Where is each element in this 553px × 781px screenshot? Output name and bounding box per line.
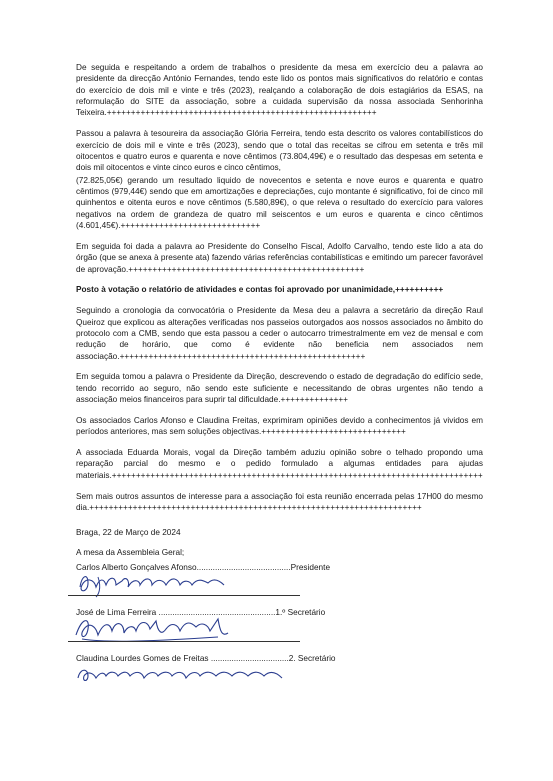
handwritten-signature-second-secretary-icon (68, 658, 308, 692)
paragraph-treasurer-receipts: Passou a palavra à tesoureira da associação Glória Ferreira, tendo esta descrito os valores contabilísticos do exercício de dois mil e vinte e três (2023), sendo que o total das receitas se cifrou em setenta e três mil oitocentos e quatro euros e quarenta e nove cêntimos (73.804,49€) e o resultado das despesas em setenta e dois mil oitocentos e vinte cinco euros e cinco cêntimos, (76, 129, 483, 173)
paragraph-building-degradation: Em seguida tomou a palavra o Presidente da Direção, descrevendo o estado de degradação do edifício sede, tendo recorrido ao seguro, não sendo este suficiente e necessitando de obras urgentes não tendo a associação meios financeiros para suprir tal dificuldade.++++++++++++++ (76, 372, 483, 405)
paragraph-report-presentation: De seguida e respeitando a ordem de trabalhos o presidente da mesa em exercício deu a palavra ao presidente da direcção António Fernandes, tendo este lido os pontos mais significativos do relatório e contas do exercício de dois mil e vinte e três (2023), realçando a colaboração de dois estagiários da ESAS, na reformulação do SITE da associação, sobre a cuidada supervisão da nossa associada Senhorinha Teixeira.++++++++++++++++++++++++++++++++++++++++++++++++++++++++ (76, 63, 483, 118)
place-date: Braga, 22 de Março de 2024 (76, 528, 181, 538)
paragraph-net-result: (72.825,05€) gerando um resultado liquido de novecentos e setenta e nove euros e quarenta e quatro cêntimos (979,44€) sendo que em amortizações e depreciações, cujo montante é significativo, foi de cinco mil quinhentos e oitenta euros e nove cêntimos (5.580,89€), o que releva o resultado do exercício para valores negativos na ordem de grandeza de quatro mil seiscentos e um euros e quarenta e cinco cêntimos (4.601,45€).+++++++++++++++++++++++++++++ (76, 175, 483, 230)
paragraph-member-opinions: Os associados Carlos Afonso e Claudina Freitas, exprimiram opiniões devido a conhecimentos já vividos em períodos anteriores, mas sem soluções objectivas.++++++++++++++++++++++++++++++ (76, 415, 483, 437)
signatory-second-secretary-line: Claudina Lourdes Gomes de Freitas ..................................2. Secretário (76, 653, 336, 663)
paragraph-roof-proposal: A associada Eduarda Morais, vogal da Direção também aduziu opinião sobre o telhado propondo uma reparação parcial do mesmo e o pedido formulado a algumas entidades para ajudas materiais.+++++++++++++++++++++++++++++++++++++++++++++++++++++++++++++++++++++++++++++ (76, 448, 483, 480)
signature-rule-first-secretary (68, 641, 300, 642)
paragraph-vote-approval: Posto à votação o relatório de atividades e contas foi aprovado por unanimidade,++++++++++ (76, 285, 444, 295)
assembly-board-label: A mesa da Assembleia Geral; (76, 547, 185, 557)
signatory-president-line: Carlos Alberto Gonçalves Afonso.........................................Presidente (76, 563, 331, 573)
signature-section (76, 527, 483, 694)
signatory-first-secretary-line: José de Lima Ferreira ...................................................1.º Secretário (76, 608, 326, 618)
signature-president (76, 573, 483, 603)
paragraph-meeting-closure: Sem mais outros assuntos de interesse para a associação foi esta reunião encerrada pelas 17H00 do mesmo dia.+++++++++++++++++++++++++++++++++++++++++++++++++++++++++++++++++++++ (76, 491, 483, 512)
signature-first-secretary (76, 619, 483, 649)
signature-rule-president (68, 595, 300, 596)
signature-second-secretary (76, 664, 483, 694)
paragraph-bus-protocol: Seguindo a cronologia da convocatória o Presidente da Mesa deu a palavra a secretário da direção Raul Queiroz que explicou as alterações verificadas nos passeios outorgados aos nossos associados no âmbito do protocolo com a CMB, sendo que esta passou a ceder o autocarro trimestralmente em vez de mensal e com redução de horário, que como é evidente não beneficia nem associados nem associação.+++++++++++++++++++++++++++++++++++++++++++++++++++ (76, 306, 483, 361)
paragraph-fiscal-council: Em seguida foi dada a palavra ao Presidente do Conselho Fiscal, Adolfo Carvalho, tendo este lido a ata do órgão (que se anexa à presente ata) fazendo várias referências contabilísticas e emitindo um parecer favorável de aprovação.+++++++++++++++++++++++++++++++++++++++++++++++++ (76, 241, 483, 274)
